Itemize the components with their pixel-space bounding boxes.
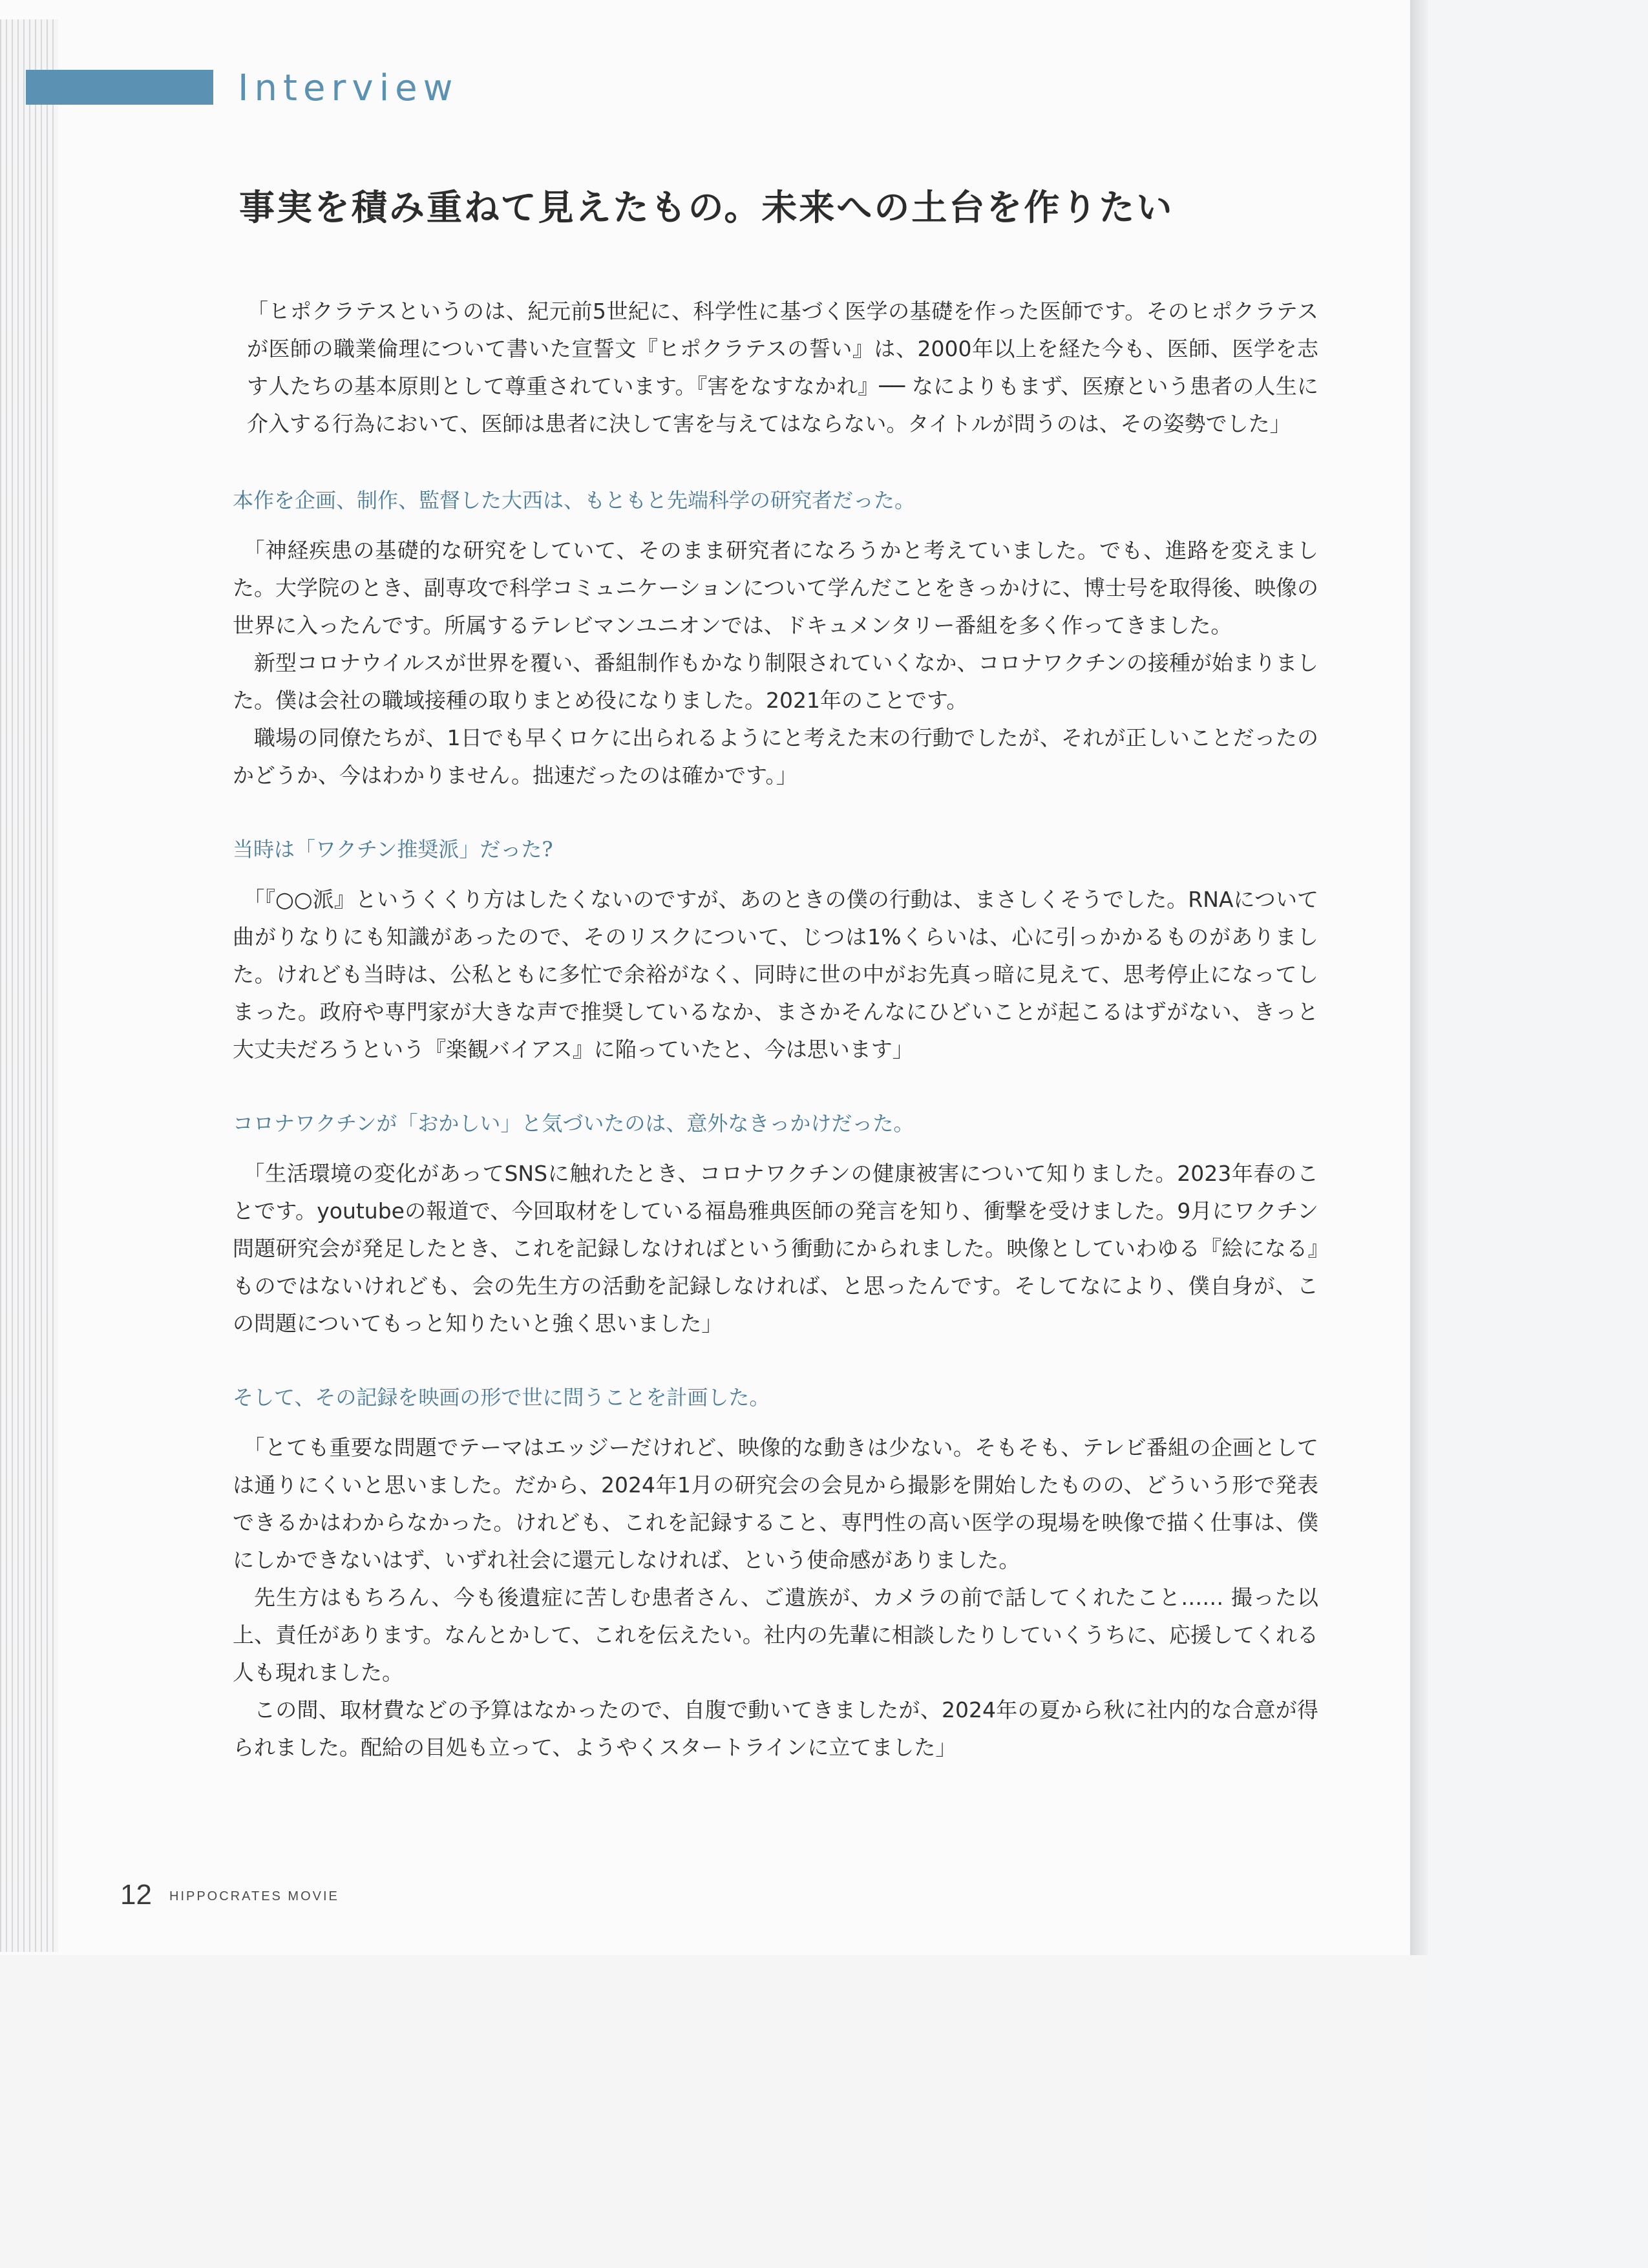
quote-text: 先生方はもちろん、今も後遺症に苦しむ患者さん、ご遺族が、カメラの前で話してくれたこと…… 撮った以上、責任があります。なんとかして、これを伝えたい。社内の先輩に相談したりしていくうちに、応援してくれる人も現れました。 xyxy=(233,1585,1318,1685)
binding-page-edges xyxy=(0,19,58,1952)
quote-text: 新型コロナウイルスが世界を覆い、番組制作もかなり制限されていくなか、コロナワクチンの接種が始まりました。僕は会社の職域接種の取りまとめ役になりました。2021年のことです。 xyxy=(233,650,1318,713)
scan-background-bottom xyxy=(0,1955,1428,2268)
article-body xyxy=(233,293,1318,1766)
interview-section xyxy=(233,484,1318,794)
quote-paragraph xyxy=(233,1429,1318,1766)
quote-paragraph xyxy=(233,881,1318,1068)
quote-text: 「とても重要な問題でテーマはエッジーだけれど、映像的な動きは少ない。そもそも、テレビ番組の企画としては通りにくいと思いました。だから、2024年1月の研究会の会見から撮影を開始したものの、どういう形で発表できるかはわからなかった。けれども、これを記録すること、専門性の高い医学の現場を映像で描く仕事は、僕にしかできないはず、いずれ社会に還元しなければ、という使命感がありました。 xyxy=(233,1435,1318,1573)
quote-text: 職場の同僚たちが、1日でも早くロケに出られるようにと考えた末の行動でしたが、それが正しいことだったのかどうか、今はわかりません。拙速だったのは確かです。」 xyxy=(233,725,1318,788)
lead-question: 本作を企画、制作、監督した大西は、もともと先端科学の研究者だった。 xyxy=(233,488,916,513)
article-title: 事実を積み重ねて見えたもの。未来への土台を作りたい xyxy=(239,186,1174,228)
page-edge-shadow xyxy=(1410,0,1428,1958)
interview-section xyxy=(233,833,1318,1068)
interview-section xyxy=(233,1107,1318,1342)
intro-section xyxy=(233,293,1318,443)
interview-section xyxy=(233,1381,1318,1766)
quote-text: 「ヒポクラテスというのは、紀元前5世紀に、科学性に基づく医学の基礎を作った医師です。そのヒポクラテスが医師の職業倫理について書いた宣誓文『ヒポクラテスの誓い』は、2000年以上を経た今も、医師、医学を志す人たちの基本原則として尊重されています。『害をなすなかれ』── なによりもまず、医療という患者の人生に介入する行為において、医師は患者に決して害を与えてはならない。タイトルが問うのは、その姿勢でした」 xyxy=(247,299,1318,436)
section-label: Interview xyxy=(238,67,459,109)
quote-paragraph xyxy=(233,1155,1318,1342)
quote-text: 「生活環境の変化があってSNSに触れたとき、コロナワクチンの健康被害について知りました。2023年春のことです。youtubeの報道で、今回取材をしている福島雅典医師の発言を知り、衝撃を受けました。9月にワクチン問題研究会が発足したとき、これを記録しなければという衝動にかられました。映像としていわゆる『絵になる』ものではないけれども、会の先生方の活動を記録しなければ、と思ったんです。そしてなにより、僕自身が、この問題についてもっと知りたいと強く思いました」 xyxy=(233,1161,1318,1336)
quote-paragraph xyxy=(233,532,1318,794)
section-header-bar xyxy=(26,70,213,105)
publication-label: HIPPOCRATES MOVIE xyxy=(169,1889,339,1903)
quote-paragraph xyxy=(233,293,1318,443)
quote-text: この間、取材費などの予算はなかったので、自腹で動いてきましたが、2024年の夏から秋に社内的な合意が得られました。配給の目処も立って、ようやくスタートラインに立てました」 xyxy=(233,1697,1318,1760)
page-number: 12 xyxy=(120,1879,152,1911)
lead-question: そして、その記録を映画の形で世に問うことを計画した。 xyxy=(233,1385,770,1410)
lead-question: 当時は「ワクチン推奨派」だった? xyxy=(233,837,553,862)
lead-question: コロナワクチンが「おかしい」と気づいたのは、意外なきっかけだった。 xyxy=(233,1111,914,1136)
quote-text: 「『○○派』というくくり方はしたくないのですが、あのときの僕の行動は、まさしくそうでした。RNAについて曲がりなりにも知識があったので、そのリスクについて、じつは1%くらいは、心に引っかかるものがありました。けれども当時は、公私ともに多忙で余裕がなく、同時に世の中がお先真っ暗に見えて、思考停止になってしまった。政府や専門家が大きな声で推奨しているなか、まさかそんなにひどいことが起こるはずがない、きっと大丈夫だろうという『楽観バイアス』に陥っていたと、今は思います」 xyxy=(233,887,1318,1062)
quote-text: 「神経疾患の基礎的な研究をしていて、そのまま研究者になろうかと考えていました。でも、進路を変えました。大学院のとき、副専攻で科学コミュニケーションについて学んだことをきっかけに、博士号を取得後、映像の世界に入ったんです。所属するテレビマンユニオンでは、ドキュメンタリー番組を多く作ってきました。 xyxy=(233,538,1318,638)
scan-background-right xyxy=(1428,0,1648,2268)
